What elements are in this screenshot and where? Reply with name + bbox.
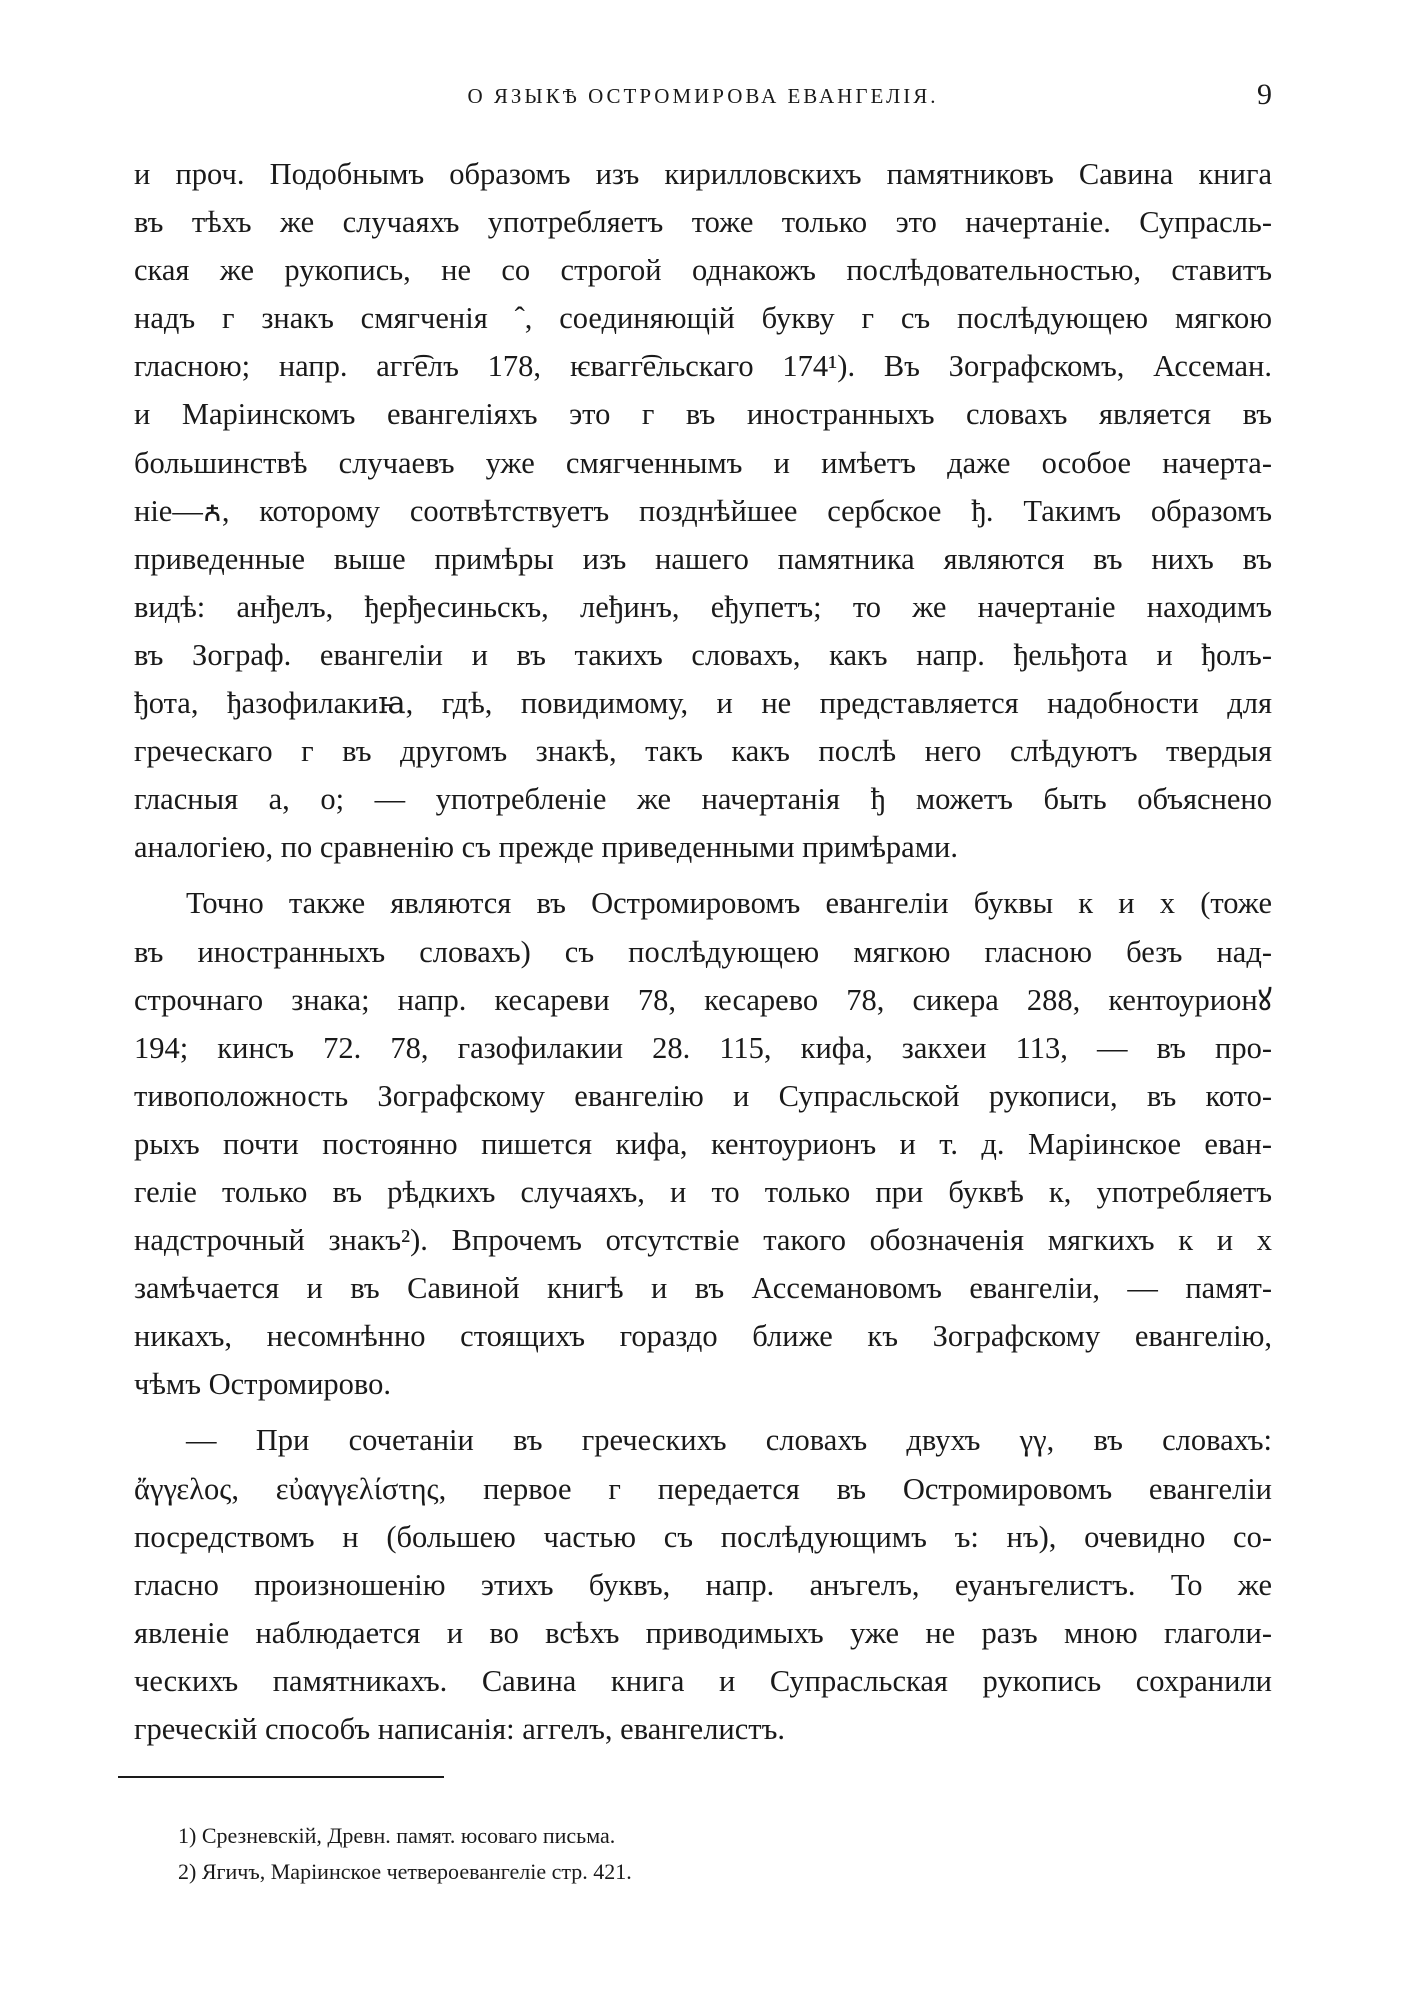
text-line: явленіе наблюдается и во всѣхъ приводимыхъ уже не разъ мною глаголи-	[134, 1615, 1272, 1650]
text-line: ђота, ђазофилакиꙗ, гдѣ, повидимому, и не представляется надобности для	[134, 686, 1272, 721]
text-line: и проч. Подобнымъ образомъ изъ кирилловскихъ памятниковъ Савина книга	[134, 157, 1272, 191]
text-line: гласно произношенію этихъ буквъ, напр. анъгелъ, еуанъгелистъ. То же	[134, 1567, 1272, 1602]
text-line: въ Зограф. евангеліи и въ такихъ словахъ, какъ напр. ђельђота и ђолъ-	[134, 637, 1272, 672]
text-line: посредствомъ н (большею частью съ послѣдующимъ ъ: нъ), очевидно со-	[134, 1519, 1272, 1554]
text-line: видѣ: анђелъ, ђерђесиньскъ, леђинъ, еђупетъ; то же начертаніе находимъ	[134, 589, 1272, 624]
footnote-1: 1) Срезневскій, Древн. памят. юсоваго письма.	[178, 1823, 616, 1848]
text-line: приведенные выше примѣры изъ нашего памятника являются въ нихъ въ	[134, 541, 1272, 576]
text-line: замѣчается и въ Савиной книгѣ и въ Ассемановомъ евангеліи, — памят-	[134, 1271, 1272, 1306]
text-line: надъ г знакъ смягченія ˆ, соединяющій букву г съ послѣдующею мягкою	[134, 301, 1272, 336]
text-line: греческій способъ написанія: аггелъ, евангелистъ.	[134, 1712, 786, 1746]
text-line: аналогіею, по сравненію съ прежде приведенными примѣрами.	[134, 830, 958, 865]
text-line: ніе—ꙉ, которому соотвѣтствуетъ позднѣйшее сербское ђ. Такимъ образомъ	[134, 493, 1272, 528]
running-title: О ЯЗЫКѢ ОСТРОМИРОВА ЕВАНГЕЛІЯ.	[467, 84, 939, 108]
paragraph-1	[134, 150, 1272, 871]
text-line: ская же рукопись, не со строгой однакожъ послѣдовательностью, ставитъ	[134, 253, 1272, 288]
text-line: тивоположность Зографскому евангелію и Супрасльской рукописи, въ кото-	[134, 1078, 1272, 1113]
text-line: геліе только въ рѣдкихъ случаяхъ, и то только при буквѣ к, употребляетъ	[134, 1174, 1272, 1209]
footnotes	[178, 1818, 632, 1890]
text-line: гласныя а, о; — употребленіе же начертанія ђ можетъ быть объяснено	[134, 782, 1272, 817]
body-text	[134, 150, 1272, 1753]
text-line: въ тѣхъ же случаяхъ употребляетъ тоже только это начертаніе. Супрасль-	[134, 205, 1272, 240]
text-line: греческаго г въ другомъ знакѣ, такъ какъ послѣ него слѣдуютъ твердыя	[134, 734, 1272, 769]
text-line: рыхъ почти постоянно пишется кифа, кентоурионъ и т. д. Маріинское еван-	[134, 1126, 1272, 1161]
text-line: 194; кинсъ 72. 78, газофилакии 28. 115, кифа, закхеи 113, — въ про-	[134, 1030, 1272, 1065]
text-line: надстрочный знакъ²). Впрочемъ отсутствіе такого обозначенія мягкихъ к и х	[134, 1223, 1272, 1258]
text-line: строчнаго знака; напр. кесареви 78, кесарево 78, сикера 288, кентоурионꙋ	[134, 982, 1272, 1017]
page-header	[134, 78, 1272, 118]
paragraph-3	[134, 1416, 1272, 1753]
text-line: ческихъ памятникахъ. Савина книга и Супрасльская рукопись сохранили	[134, 1663, 1272, 1698]
text-line: никахъ, несомнѣнно стоящихъ гораздо ближе къ Зографскому евангелію,	[134, 1319, 1272, 1354]
text-line: въ иностранныхъ словахъ) съ послѣдующею мягкою гласною безъ над-	[134, 934, 1272, 969]
text-line: ἄγγελος, εὐαγγελίστης, первое г передается въ Остромировомъ евангеліи	[134, 1471, 1272, 1506]
footnote-2: 2) Ягичъ, Маріинское четвероевангеліе стр. 421.	[178, 1859, 632, 1884]
text-line: большинствѣ случаевъ уже смягченнымъ и имѣетъ даже особое начерта-	[134, 445, 1272, 480]
page-number: 9	[1257, 78, 1272, 111]
text-line: и Маріинскомъ евангеліяхъ это г въ иностранныхъ словахъ является въ	[134, 397, 1272, 432]
text-line: — При сочетаніи въ греческихъ словахъ двухъ γγ, въ словахъ:	[186, 1423, 1272, 1458]
paragraph-2	[134, 879, 1272, 1408]
text-line: гласною; напр. агг͡елъ 178, ѥвагг͡ельскаго 174¹). Въ Зографскомъ, Ассеман.	[134, 349, 1272, 384]
text-line: Точно также являются въ Остромировомъ евангеліи буквы к и х (тоже	[186, 886, 1272, 921]
footnote-divider	[118, 1776, 444, 1778]
text-line: чѣмъ Остромирово.	[134, 1367, 391, 1402]
